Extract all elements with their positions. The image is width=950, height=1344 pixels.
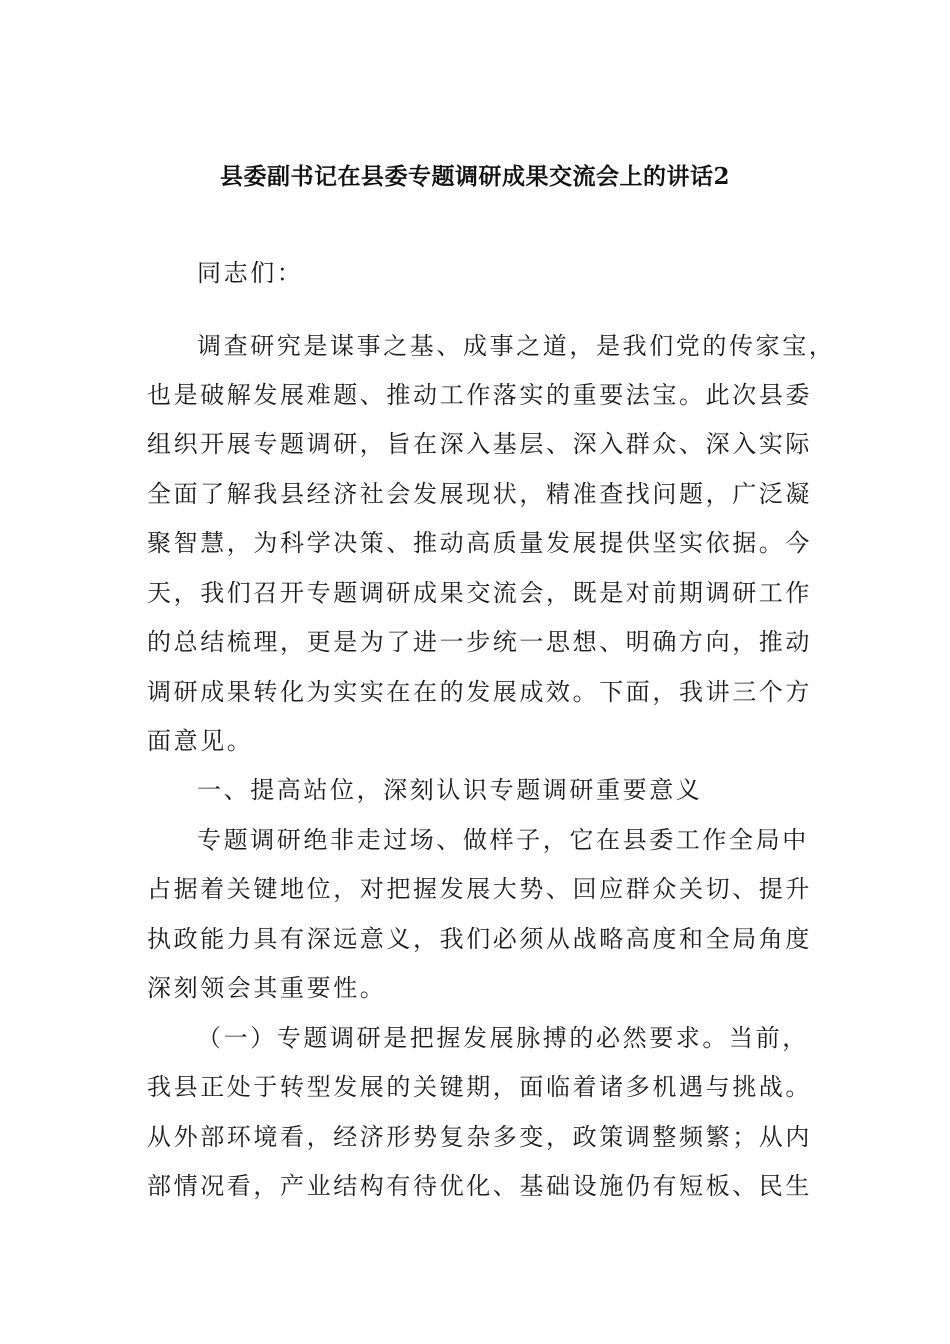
body-line: 也是破解发展难题、推动工作落实的重要法宝。此次县委: [147, 381, 812, 409]
body-line: 深刻领会其重要性。: [147, 974, 387, 1002]
body-line: 调研成果转化为实实在在的发展成效。下面，我讲三个方: [147, 678, 812, 706]
body-line: 的总结梳理，更是为了进一步统一思想、明确方向，推动: [147, 628, 812, 656]
body-line: 专题调研绝非走过场、做样子，它在县委工作全局中: [197, 826, 809, 854]
body-line: 天，我们召开专题调研成果交流会，既是对前期调研工作: [147, 579, 812, 607]
section-heading: 一、提高站位，深刻认识专题调研重要意义: [197, 776, 703, 804]
body-line: 部情况看，产业结构有待优化、基础设施仍有短板、民生: [147, 1172, 812, 1200]
subsection-line: （一）专题调研是把握发展脉搏的必然要求。当前，: [197, 1024, 809, 1052]
body-line: 面意见。: [147, 727, 254, 755]
body-line: 全面了解我县经济社会发展现状，精准查找问题，广泛凝: [147, 480, 812, 508]
body-line: 从外部环境看，经济形势复杂多变，政策调整频繁；从内: [147, 1123, 812, 1151]
document-title: 县委副书记在县委专题调研成果交流会上的讲话2: [219, 163, 730, 190]
body-line: 执政能力具有深远意义，我们必须从战略高度和全局角度: [147, 925, 812, 953]
body-line: 组织开展专题调研，旨在深入基层、深入群众、深入实际: [147, 430, 812, 458]
body-line: 我县正处于转型发展的关键期，面临着诸多机遇与挑战。: [147, 1073, 812, 1101]
body-line: 调查研究是谋事之基、成事之道，是我们党的传家宝，: [197, 332, 836, 360]
body-line: 占据着关键地位，对把握发展大势、回应群众关切、提升: [147, 875, 812, 903]
body-line: 聚智慧，为科学决策、推动高质量发展提供坚实依据。今: [147, 529, 812, 557]
salutation: 同志们：: [197, 259, 304, 287]
